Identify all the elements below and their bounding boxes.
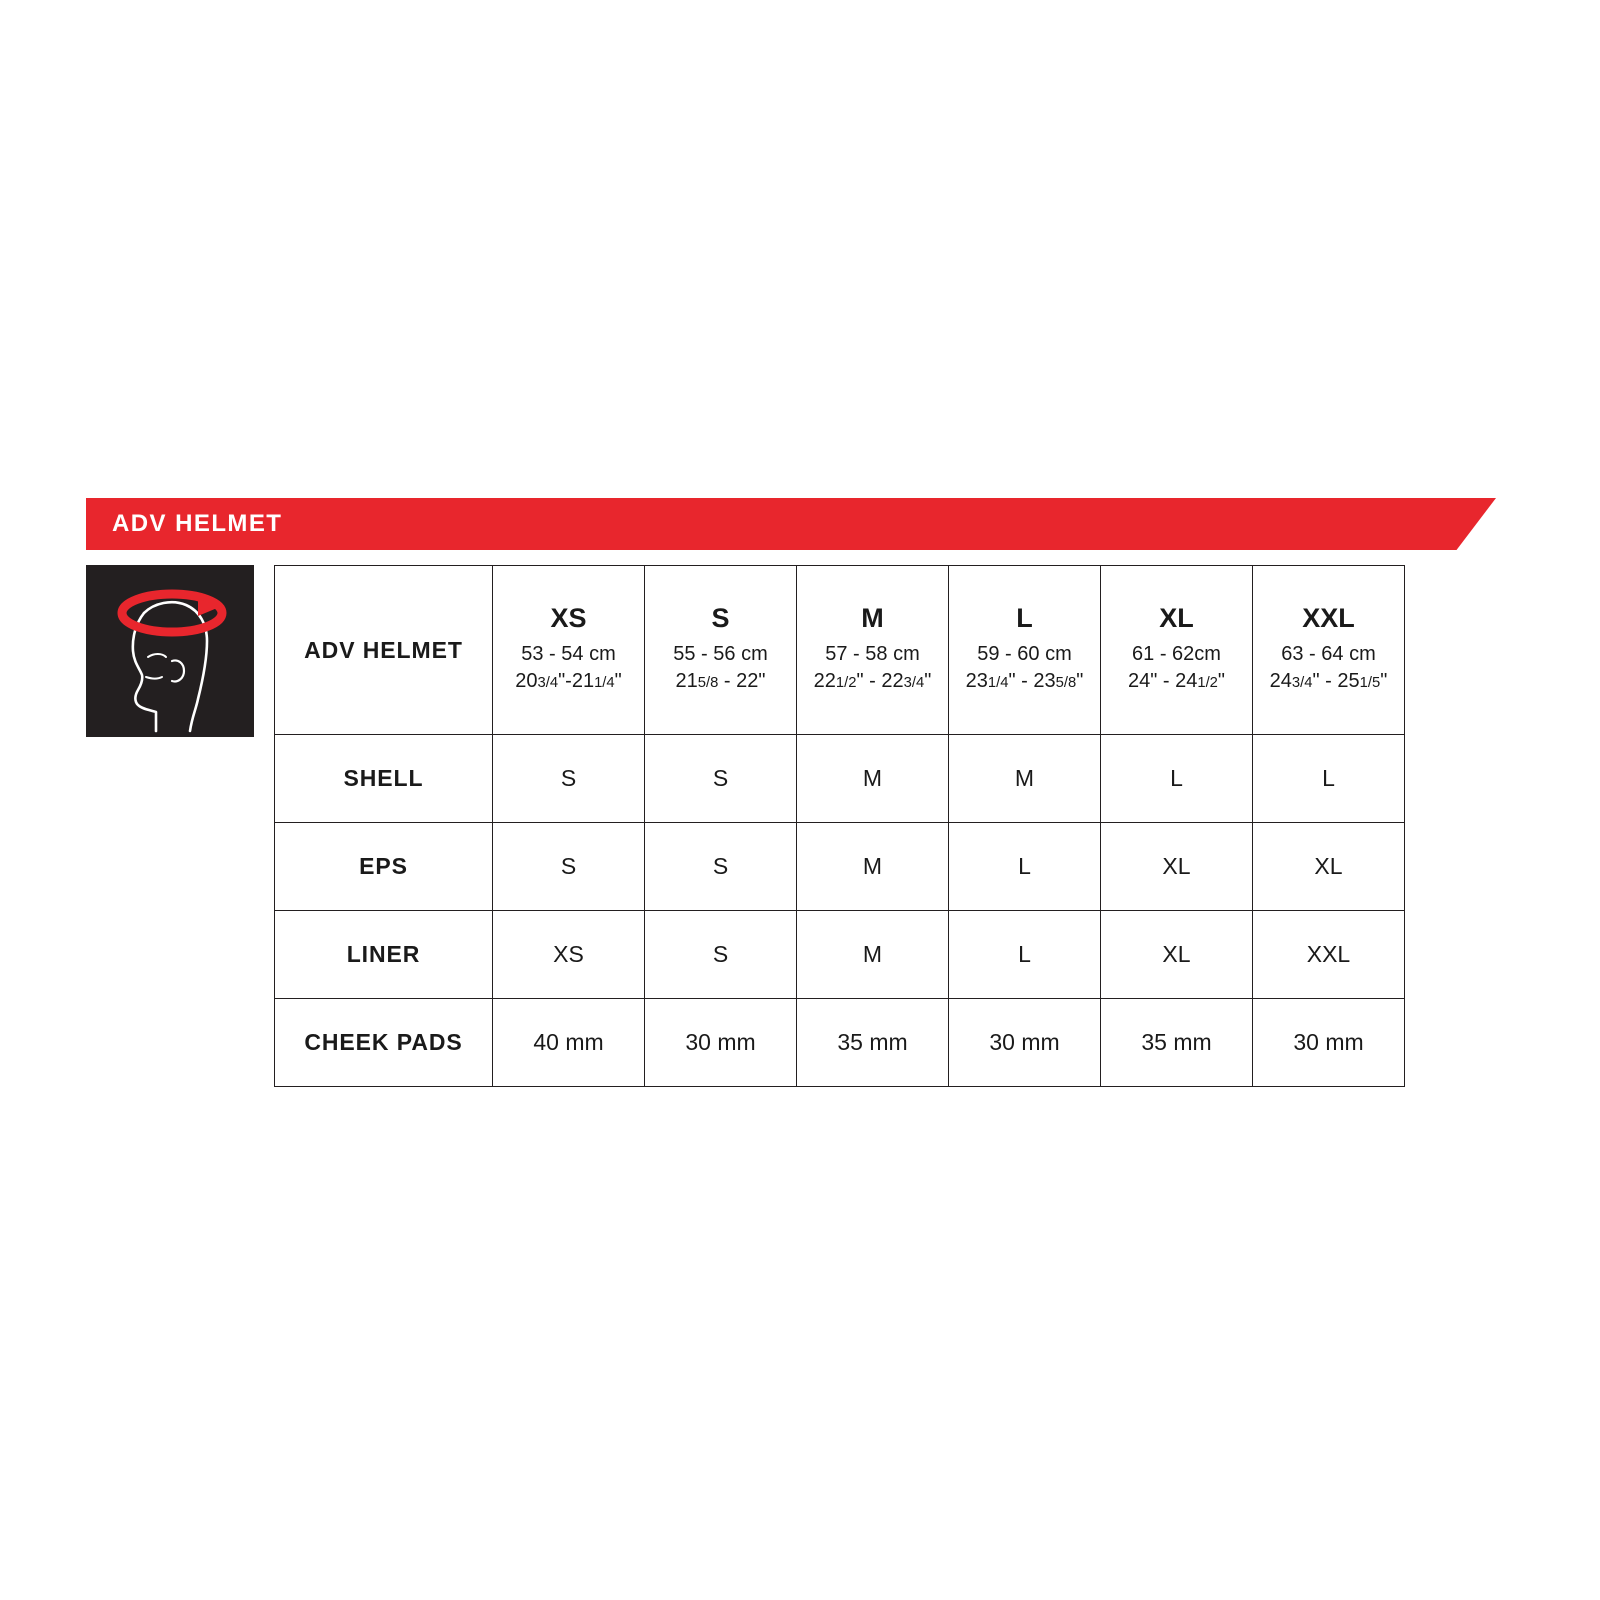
- cell-shell-xs: S: [493, 735, 645, 823]
- size-cm-l: 59 - 60 cm: [977, 643, 1072, 665]
- size-cm-xxl: 63 - 64 cm: [1281, 643, 1376, 665]
- cell-eps-s: S: [645, 823, 797, 911]
- cell-liner-m: M: [797, 911, 949, 999]
- cell-liner-xs: XS: [493, 911, 645, 999]
- row-label-cheek-pads: CHEEK PADS: [275, 999, 493, 1087]
- size-in-s: 215/8 - 22": [675, 670, 766, 692]
- cell-cheekpads-s: 30 mm: [645, 999, 797, 1087]
- table-row: [275, 735, 1405, 823]
- table-row: [275, 999, 1405, 1087]
- size-cell-xl: [1101, 566, 1253, 735]
- size-in-xs: 203/4"-211/4": [515, 670, 622, 692]
- size-name-xl: XL: [1159, 603, 1194, 633]
- row-label-adv-helmet: ADV HELMET: [275, 566, 493, 735]
- cell-cheekpads-xl: 35 mm: [1101, 999, 1253, 1087]
- banner: [86, 498, 1496, 550]
- cell-shell-xl: L: [1101, 735, 1253, 823]
- size-table: [274, 565, 1405, 1087]
- row-label-eps: EPS: [275, 823, 493, 911]
- cell-cheekpads-l: 30 mm: [949, 999, 1101, 1087]
- size-name-xs: XS: [550, 603, 587, 633]
- cell-eps-xxl: XL: [1253, 823, 1405, 911]
- size-cm-xl: 61 - 62cm: [1132, 643, 1221, 665]
- size-cell-m: [797, 566, 949, 735]
- cell-cheekpads-xs: 40 mm: [493, 999, 645, 1087]
- size-table-wrap: [274, 565, 1402, 1087]
- size-cm-xs: 53 - 54 cm: [521, 643, 616, 665]
- size-in-l: 231/4" - 235/8": [965, 670, 1084, 692]
- cell-eps-l: L: [949, 823, 1101, 911]
- cell-cheekpads-m: 35 mm: [797, 999, 949, 1087]
- cell-cheekpads-xxl: 30 mm: [1253, 999, 1405, 1087]
- banner-title: ADV HELMET: [112, 510, 283, 537]
- table-row: [275, 911, 1405, 999]
- size-cm-m: 57 - 58 cm: [825, 643, 920, 665]
- size-cell-xxl: [1253, 566, 1405, 735]
- row-label-liner: LINER: [275, 911, 493, 999]
- size-cell-s: [645, 566, 797, 735]
- cell-liner-s: S: [645, 911, 797, 999]
- cell-eps-m: M: [797, 823, 949, 911]
- head-measure-icon: [86, 565, 254, 737]
- cell-eps-xl: XL: [1101, 823, 1253, 911]
- head-measure-icon-tile: [86, 565, 254, 737]
- size-cell-l: [949, 566, 1101, 735]
- size-name-s: S: [711, 603, 730, 633]
- size-name-l: L: [1016, 603, 1033, 633]
- cell-liner-l: L: [949, 911, 1101, 999]
- cell-shell-l: M: [949, 735, 1101, 823]
- table-row-header: [275, 566, 1405, 735]
- size-in-xxl: 243/4" - 251/5": [1269, 670, 1388, 692]
- size-cell-xs: [493, 566, 645, 735]
- size-name-xxl: XXL: [1302, 603, 1355, 633]
- cell-eps-xs: S: [493, 823, 645, 911]
- cell-liner-xxl: XXL: [1253, 911, 1405, 999]
- size-cm-s: 55 - 56 cm: [673, 643, 768, 665]
- table-row: [275, 823, 1405, 911]
- cell-shell-m: M: [797, 735, 949, 823]
- size-in-m: 221/2" - 223/4": [813, 670, 932, 692]
- banner-background: [86, 498, 1496, 550]
- cell-shell-xxl: L: [1253, 735, 1405, 823]
- size-name-m: M: [861, 603, 884, 633]
- size-in-xl: 24" - 241/2": [1127, 670, 1226, 692]
- cell-shell-s: S: [645, 735, 797, 823]
- row-label-shell: SHELL: [275, 735, 493, 823]
- cell-liner-xl: XL: [1101, 911, 1253, 999]
